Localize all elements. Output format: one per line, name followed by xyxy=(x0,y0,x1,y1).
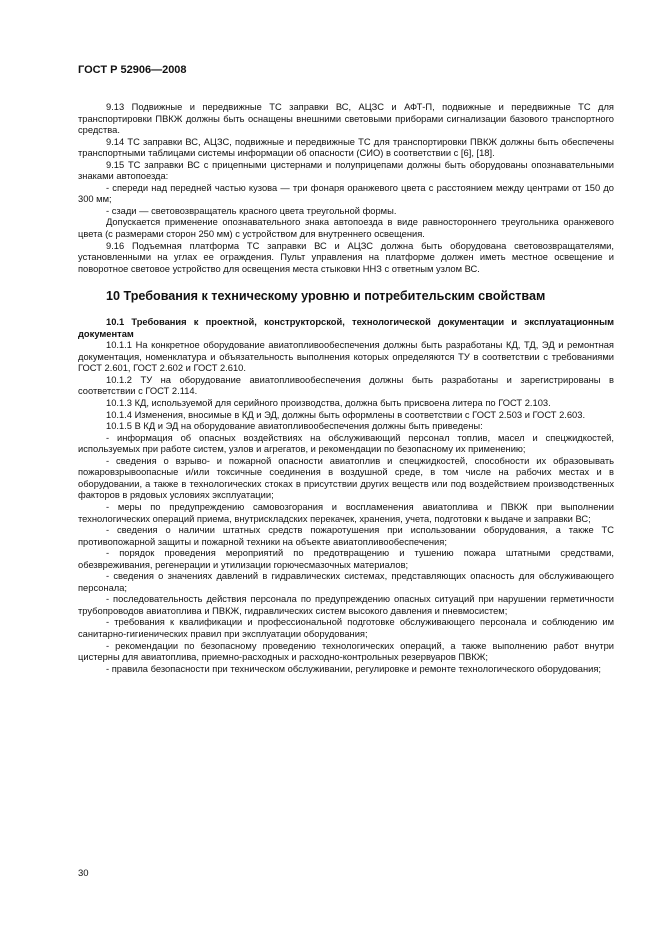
subsection-10-1-heading: 10.1 Требования к проектной, конструкторской, технологической документации и эксплуатационным документам xyxy=(78,317,614,339)
list-item: - последовательность действия персонала по предупреждению опасных ситуаций при нарушении герметичности трубопроводов авиатоплива и ПВКЖ, гидравлических систем высокого давления и пневмосистем; xyxy=(78,594,614,616)
document-page xyxy=(78,64,614,675)
list-item: - сведения о взрыво- и пожарной опасности авиатоплив и спецжидкостей, способности их образовывать пожаровзрывоопасные и/или токсичные соединения в воздушной среде, в том числе на рабочих местах и в оборудовании, а также в технологических стоках в присутствии других веществ или под воздействием производственных факторов в рядовых условиях эксплуатации; xyxy=(78,455,614,501)
paragraph-10-1-3: 10.1.3 КД, используемой для серийного производства, должна быть присвоена литера по ГОСТ 2.103. xyxy=(106,398,551,409)
paragraph-10-1-4: 10.1.4 Изменения, вносимые в КД и ЭД, должны быть оформлены в соответствии с ГОСТ 2.503 и ГОСТ 2.603. xyxy=(106,409,586,420)
list-item: - информация об опасных воздействиях на обслуживающий персонал топлив, масел и спецжидкостей, используемых при работе систем, узлов и агрегатов, и рекомендации по безопасному их применению; xyxy=(78,432,614,455)
paragraph-9-14: 9.14 ТС заправки ВС, АЦЗС, подвижные и передвижные ТС для транспортировки ПВКЖ должны быть обеспечены транспортными таблицами системы информации об опасности (СИО) в соответствии с [6], [18]. xyxy=(78,136,614,159)
list-item: - сзади — световозвращатель красного цвета треугольной формы. xyxy=(106,205,397,216)
paragraph-9-13: 9.13 Подвижные и передвижные ТС заправки ВС, АЦЗС и АФТ-П, подвижные и передвижные ТС для транспортировки ПВКЖ должны быть оснащены внешними световыми приборами сигнализации базового транспортного средства. xyxy=(78,102,614,136)
page-number: 30 xyxy=(78,868,89,879)
paragraph-10-1-5: 10.1.5 В КД и ЭД на оборудование авиатопливообеспечения должны быть приведены: xyxy=(106,421,483,432)
list-item: - порядок проведения мероприятий по предотвращению и тушению пожара штатными средствами, обезвреживания, регенерации и утилизации горючесмазочных материалов; xyxy=(78,548,614,570)
list-item: - сведения о наличии штатных средств пожаротушения при использовании оборудования, а также ТС противопожарной защиты и пожарной техники на объекте авиатопливообеспечения; xyxy=(78,525,614,547)
list-item: - правила безопасности при техническом обслуживании, регулировке и ремонте технологического оборудования; xyxy=(106,663,602,674)
paragraph-9-16: 9.16 Подъемная платформа ТС заправки ВС и АЦЗС должна быть оборудована световозвращателями, установленными на углах ее ограждения. Пульт управления на платформе должен иметь местное освещение и поворотное световое устройство для освещения места стыковки ННЗ с ответным узлом ВС. xyxy=(78,240,614,274)
list-item: - спереди над передней частью кузова — три фонаря оранжевого цвета с расстоянием между центрами от 150 до 300 мм; xyxy=(78,182,614,205)
list-item: - требования к квалификации и профессиональной подготовке обслуживающего персонала и соблюдению им санитарно-гигиенических правил при эксплуатации оборудования; xyxy=(78,617,614,639)
list-item: - меры по предупреждению самовозгорания и воспламенения авиатоплива и ПВКЖ при выполнении технологических операций приема, внутрискладских перекачек, хранения, учета, подготовки к выдаче и заправки ВС; xyxy=(78,501,614,524)
paragraph-10-1-1: 10.1.1 На конкретное оборудование авиатопливообеспечения должны быть разработаны КД, ТД, ЭД и ремонтная документация, номенклатура и объязательность выполнения которых определяются ТУ в соответствии с требованиями ГОСТ 2.601, ГОСТ 2.602 и ГОСТ 2.610. xyxy=(78,340,614,374)
paragraph-10-1-2: 10.1.2 ТУ на оборудование авиатопливообеспечения должны быть разработаны и зарегистрированы в соответствии с ГОСТ 2.114. xyxy=(78,374,614,397)
paragraph-9-15: 9.15 ТС заправки ВС с прицепными цистернами и полуприцепами должны быть оборудованы опознавательными знаками автопоезда: xyxy=(78,159,614,182)
list-item: - рекомендации по безопасному проведению технологических операций, а также выполнению работ внутри цистерны для авиатоплива, приемно-расходных и расходно-контрольных резервуаров ПВКЖ; xyxy=(78,640,614,663)
section-10-heading: 10 Требования к техническому уровню и потребительским свойствам xyxy=(106,289,546,304)
document-header: ГОСТ Р 52906—2008 xyxy=(78,64,187,76)
paragraph-9-15-note: Допускается применение опознавательного знака автопоезда в виде равностороннего треугольника оранжевого цвета (с размерами сторон 250 мм) с устройством для внутреннего освещения. xyxy=(78,217,614,240)
list-item: - сведения о значениях давлений в гидравлических системах, представляющих опасность для обслуживающего персонала; xyxy=(78,571,614,593)
